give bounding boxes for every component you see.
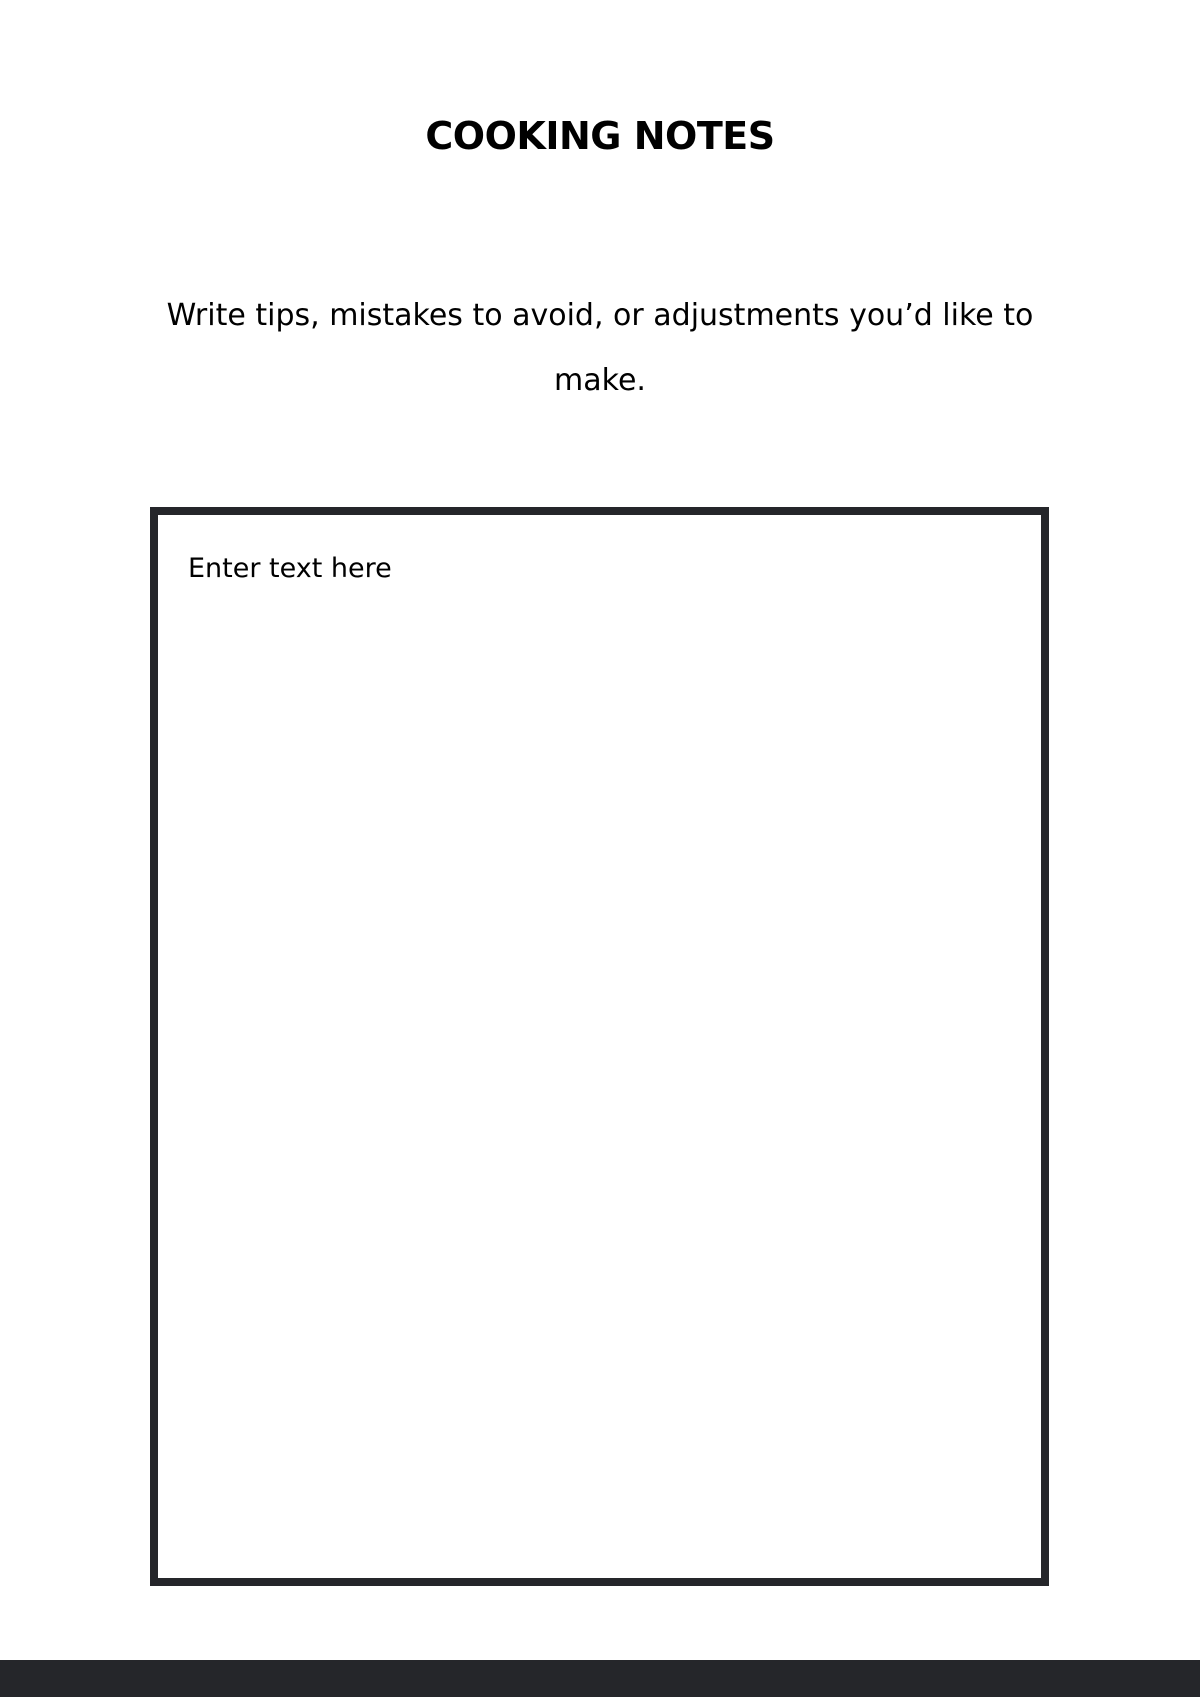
- notes-text-box[interactable]: [150, 507, 1049, 1586]
- instructions-text: Write tips, mistakes to avoid, or adjustments you’d like to make.: [166, 298, 1034, 398]
- notes-placeholder[interactable]: Enter text here: [188, 553, 392, 584]
- footer-bar: [0, 1660, 1200, 1697]
- page-title: COOKING NOTES: [425, 114, 775, 158]
